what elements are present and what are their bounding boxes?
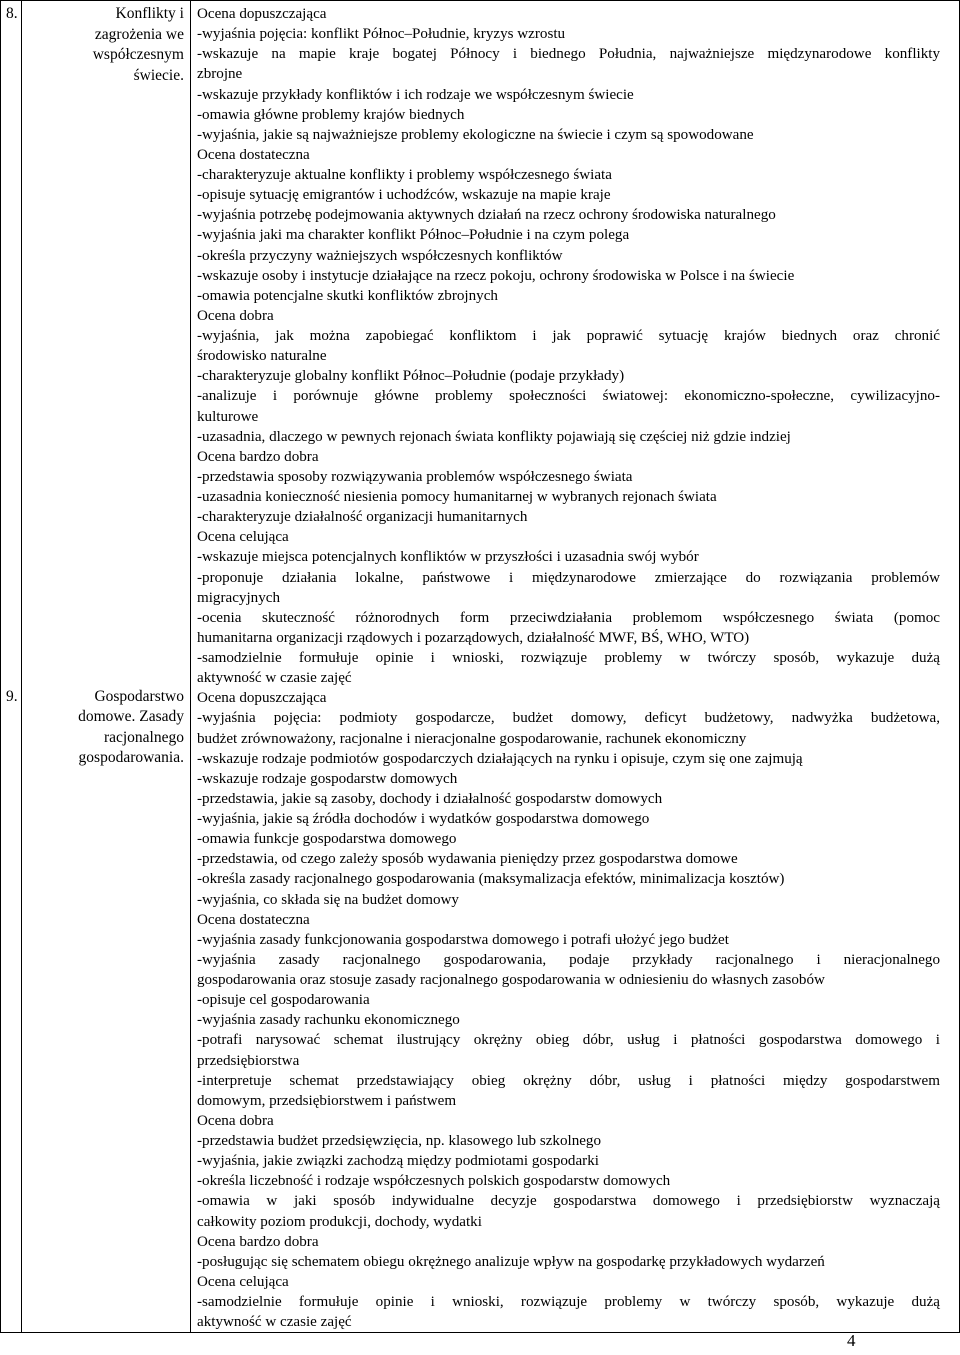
requirement-line: -wyjaśnia potrzebę podejmowania aktywnych działań na rzecz ochrony środowiska naturalnego <box>197 207 776 224</box>
requirement-line: -wyjaśnia zasady funkcjonowania gospodarstwa domowego i potrafi ułożyć jego budżet <box>197 931 729 948</box>
lesson-topic-column <box>22 1 191 1333</box>
requirement-line: -określa przyczyny ważniejszych współczesnych konfliktów <box>197 247 563 264</box>
grade-heading: Ocena dostateczna <box>197 911 310 928</box>
requirement-line: -charakteryzuje działalność organizacji humanitarnych <box>197 509 528 526</box>
requirement-line: -wyjaśnia jaki ma charakter konflikt Północ–Południe i na czym polega <box>197 227 630 244</box>
requirement-line: -opisuje cel gospodarowania <box>197 992 370 1009</box>
requirement-line: domowym, przedsiębiorstwem i państwem <box>197 1092 457 1109</box>
requirement-line: -wyjaśnia, jakie związki zachodzą między podmiotami gospodarki <box>197 1153 599 1170</box>
requirement-line: -samodzielnie formułuje opinie i wnioski, rozwiązuje problemy w twórczy sposób, wykazuje dużą <box>197 650 940 666</box>
requirement-line: humanitarna organizacji rządowych i pozarządowych, działalność MWF, BŚ, WHO, WTO) <box>197 629 750 646</box>
requirement-line: -posługując się schematem obiegu okrężnego analizuje wpływ na gospodarkę przykładowych wydarzeń <box>197 1253 825 1270</box>
requirement-line: zbrojne <box>197 66 243 83</box>
lesson-number: 8. <box>6 5 18 22</box>
requirement-line: -potrafi narysować schemat ilustrujący okrężny obieg dóbr, usług i płatności gospodarstwa domowego i <box>197 1032 940 1049</box>
requirement-line: -wyjaśnia zasady rachunku ekonomicznego <box>197 1012 460 1029</box>
requirement-line: -wskazuje miejsca potencjalnych konfliktów w przyszłości i uzasadnia swój wybór <box>197 549 699 566</box>
requirement-line: przedsiębiorstwa <box>197 1052 300 1069</box>
requirement-line: -uzasadnia, dlaczego w pewnych rejonach świata konflikty pojawiają się częściej niż gdzie indziej <box>197 428 791 445</box>
requirement-line: -wyjaśnia zasady racjonalnego gospodarowania, podaje przykłady racjonalnego i nieracjonalnego <box>197 951 940 968</box>
requirement-line: -charakteryzuje globalny konflikt Północ–Południe (podaje przykłady) <box>197 368 625 385</box>
requirement-line: -wyjaśnia, jakie są źródła dochodów i wydatków gospodarstwa domowego <box>197 811 650 827</box>
grade-heading: Ocena celująca <box>197 1273 289 1290</box>
grade-requirements-text <box>191 1 959 1332</box>
requirement-line: -analizuje i porównuje główne problemy społeczności światowej: ekonomiczno-społeczne, cywilizacyjno- <box>197 388 940 405</box>
requirement-line: migracyjnych <box>197 589 280 606</box>
page-number: 4 <box>847 1331 856 1350</box>
requirement-line: -wyjaśnia pojęcia: podmioty gospodarcze, budżet domowy, deficyt budżetowy, nadwyżka budżetowa, <box>197 710 940 727</box>
topic-line: racjonalnego <box>103 728 184 746</box>
lesson-number-column <box>1 1 22 1333</box>
requirement-line: -ocenia skuteczność różnorodnych form przeciwdziałania problemom współczesnego świata (pomoc <box>197 609 940 626</box>
requirement-line: aktywność w czasie zajęć <box>197 670 352 687</box>
topic-line: zagrożenia we <box>94 25 184 43</box>
requirement-line: -wyjaśnia pojęcia: konflikt Północ–Południe, kryzys wzrostu <box>197 26 566 43</box>
requirement-line: -uzasadnia konieczność niesienia pomocy humanitarnej w wybranych rejonach świata <box>197 489 717 505</box>
requirement-line: -przedstawia budżet przedsięwzięcia, np. klasowego lub szkolnego <box>197 1133 602 1149</box>
topic-line: świecie. <box>133 66 184 84</box>
requirement-line: całkowity poziom produkcji, dochody, wydatki <box>197 1213 482 1230</box>
grade-heading: Ocena bardzo dobra <box>197 1233 319 1250</box>
requirement-line: -omawia funkcje gospodarstwa domowego <box>197 831 457 848</box>
requirement-line: -przedstawia, jakie są zasoby, dochody i działalność gospodarstw domowych <box>197 790 663 807</box>
requirement-line: -interpretuje schemat przedstawiający obieg okrężny dóbr, usług i płatności między gospodarstwem <box>197 1072 940 1089</box>
requirement-line: -przedstawia sposoby rozwiązywania problemów współczesnego świata <box>197 468 633 485</box>
requirement-line: -opisuje sytuację emigrantów i uchodźców, wskazuje na mapie kraje <box>197 187 611 204</box>
requirement-line: budżet zrównoważony, racjonalne i nieracjonalne gospodarowanie, rachunek ekonomiczny <box>197 730 747 747</box>
requirement-line: -wskazuje rodzaje podmiotów gospodarczych działających na rynku i opisuje, czym się one zajmują <box>197 750 803 767</box>
lesson-number: 9. <box>6 687 18 705</box>
requirement-line: aktywność w czasie zajęć <box>197 1314 352 1331</box>
requirement-line: środowisko naturalne <box>197 348 327 365</box>
requirement-line: kulturowe <box>197 408 259 425</box>
requirement-line: -wyjaśnia, co składa się na budżet domowy <box>197 891 459 908</box>
requirement-line: -wskazuje przykłady konfliktów i ich rodzaje we współczesnym świecie <box>197 86 634 103</box>
topic-line: domowe. Zasady <box>78 708 184 725</box>
requirement-line: -określa zasady racjonalnego gospodarowania (maksymalizacja efektów, minimalizacja kosztów) <box>197 871 785 888</box>
requirement-line: -proponuje działania lokalne, państwowe i międzynarodowe zmierzające do rozwiązania problemów <box>197 569 940 586</box>
topic-line: gospodarowania. <box>78 749 184 766</box>
requirement-line: -wskazuje rodzaje gospodarstw domowych <box>197 770 458 787</box>
lesson-topic <box>22 1 190 86</box>
topic-line: współczesnym <box>92 46 184 63</box>
grade-heading: Ocena bardzo dobra <box>197 448 319 465</box>
grade-heading: Ocena celująca <box>197 529 289 546</box>
grade-requirements-column <box>191 1 960 1333</box>
requirement-line: gospodarowania oraz stosuje zasady racjonalnego gospodarowania w odniesieniu do własnych zasobów <box>197 972 825 988</box>
grade-heading: Ocena dopuszczająca <box>197 6 327 22</box>
requirement-line: -samodzielnie formułuje opinie i wnioski, rozwiązuje problemy w twórczy sposób, wykazuje dużą <box>197 1294 940 1310</box>
requirement-line: -wskazuje osoby i instytucje działające na rzecz pokoju, ochrony środowiska w Polsce i na świecie <box>197 267 795 284</box>
grade-heading: Ocena dostateczna <box>197 146 310 163</box>
grade-heading: Ocena dopuszczająca <box>197 690 327 707</box>
requirement-line: -omawia w jaki sposób indywidualne decyzje gospodarstwa domowego i przedsiębiorstw wyznaczają <box>197 1193 940 1210</box>
requirement-line: -charakteryzuje aktualne konflikty i problemy współczesnego świata <box>197 167 612 183</box>
requirement-line: -omawia główne problemy krajów biednych <box>197 106 465 123</box>
topic-line: Konflikty i <box>115 5 184 22</box>
requirement-line: -określa liczebność i rodzaje współczesnych polskich gospodarstw domowych <box>197 1173 671 1190</box>
requirement-line: -wyjaśnia, jakie są najważniejsze problemy ekologiczne na świecie i czym są spowodowane <box>197 126 754 143</box>
topic-line: Gospodarstwo <box>94 687 184 705</box>
grade-heading: Ocena dobra <box>197 1112 274 1129</box>
requirement-line: -przedstawia, od czego zależy sposób wydawania pieniędzy przez gospodarstwa domowe <box>197 851 738 868</box>
requirement-line: -wyjaśnia, jak można zapobiegać konfliktom i jak poprawić sytuację krajów biednych oraz chronić <box>197 328 940 344</box>
lesson-topic <box>22 684 190 769</box>
requirement-line: -wskazuje na mapie kraje bogatej Północy i biednego Południa, najważniejsze międzynarodowe konflikty <box>197 46 940 63</box>
requirement-line: -omawia potencjalne skutki konfliktów zbrojnych <box>197 287 498 304</box>
grade-heading: Ocena dobra <box>197 307 274 324</box>
